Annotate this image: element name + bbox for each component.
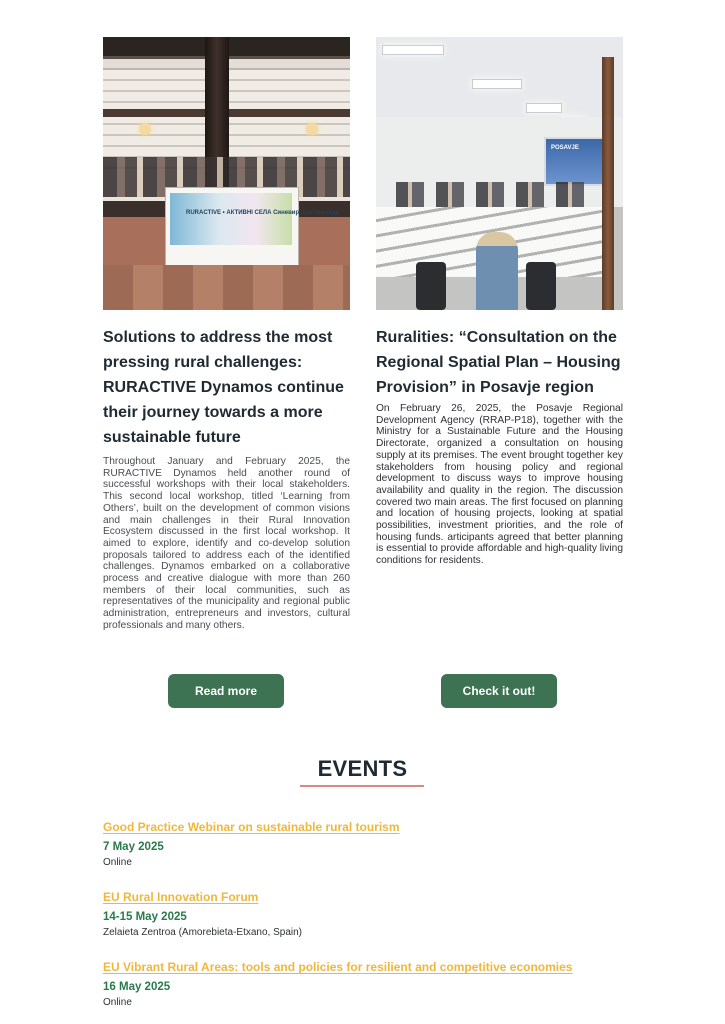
article-body: Throughout January and February 2025, the RURACTIVE Dynamos held another round of successful workshops with their local stakeholders. This second local workshop, titled ‘Learning from Others’, built on the development of common visions and main challenges in their Rural Innovation Ecosystem discussed in the first local workshop. It aimed to explore, identify and co-develop solution proposals tailored to address each of the identified challenges. Dynamos embarked on a collaborative process and creative dialogue with more than 260 members of their local communities, such as representatives of the municipality and regional public administration, entrepreneurs and investors, cultural professionals and many others. [103, 456, 350, 631]
event-location: Online [103, 997, 132, 1008]
event-link[interactable]: EU Rural Innovation Forum [103, 890, 259, 904]
photo-banner-text: RURACTIVE • АКТИВНІ СЕЛА Синевирська громада [186, 210, 339, 216]
article-title[interactable]: Ruralities: “Consultation on the Regional Spatial Plan – Housing Provision” in Posavje region [376, 329, 621, 396]
article-body: On February 26, 2025, the Posavje Regional Development Agency (RRAP-P18), together with the Ministry for a Sustainable Future and the Housing Directorate, organized a consultation on housing supply at its premises. The event brought together key stakeholders from housing policy and regional development to discuss ways to improve housing availability and quality in the region. The discussion covered two main areas. The first focused on planning and location of housing projects, looking at spatial possibilities, investment priorities, and the role of housing funds. articipants agreed that better planning is essential to provide affordable and high-quality living conditions for residents. [376, 403, 623, 567]
events-divider [300, 785, 424, 787]
event-link[interactable]: EU Vibrant Rural Areas: tools and policies for resilient and competitive economies [103, 960, 573, 974]
article-photo-consultation [376, 37, 623, 310]
event-location: Zelaieta Zentroa (Amorebieta-Etxano, Spain) [103, 927, 302, 938]
event-date: 14-15 May 2025 [103, 911, 187, 923]
event-date: 16 May 2025 [103, 981, 171, 993]
check-it-out-button[interactable]: Check it out! [441, 674, 557, 708]
event-link[interactable]: Good Practice Webinar on sustainable rural tourism [103, 820, 400, 834]
event-date: 7 May 2025 [103, 841, 164, 853]
events-heading: EVENTS [317, 756, 408, 781]
article-card-left [103, 37, 350, 632]
event-item [103, 818, 663, 868]
event-item [103, 888, 663, 938]
article-title[interactable]: Solutions to address the most pressing rural challenges: RURACTIVE Dynamos continue their journey towards a more sustainable future [103, 329, 344, 446]
article-photo-workshop [103, 37, 350, 310]
event-item [103, 958, 663, 1008]
event-location: Online [103, 857, 132, 868]
photo-screen-text: POSAVJE [551, 145, 579, 151]
article-card-right [376, 37, 623, 567]
read-more-button[interactable]: Read more [168, 674, 284, 708]
